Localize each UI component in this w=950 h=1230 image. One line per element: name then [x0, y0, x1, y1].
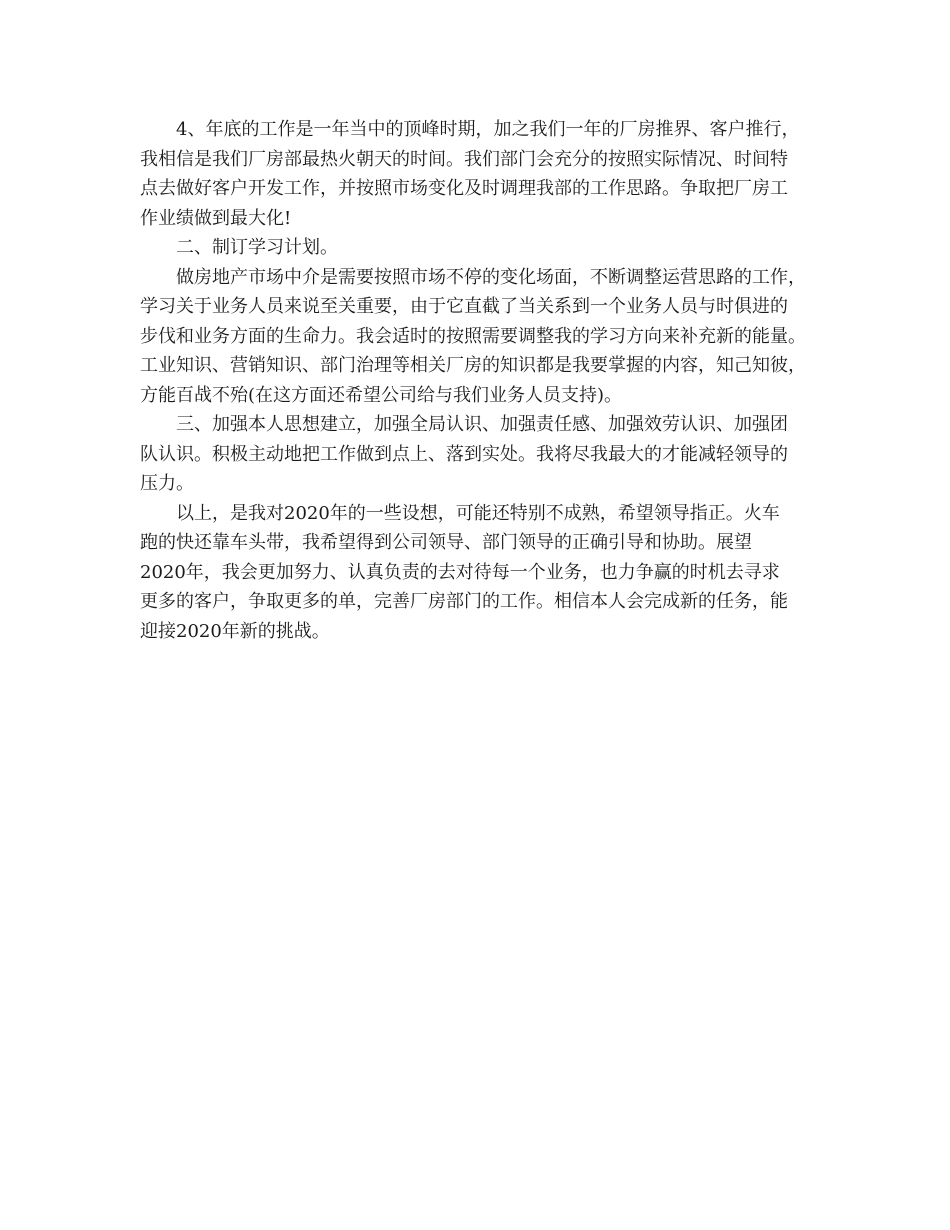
text-line: 迎接2020年新的挑战。 — [140, 620, 330, 642]
text-line: 跑的快还靠车头带，我希望得到公司领导、部门领导的正确引导和协助。展望 — [140, 532, 752, 553]
text-line: 以上，是我对2020年的一些设想，可能还特别不成熟，希望领导指正。火车 — [176, 502, 780, 524]
text-line: 工业知识、营销知识、部门治理等相关厂房的知识都是我要掌握的内容，知己知彼， — [140, 355, 806, 376]
text-line: 点去做好客户开发工作，并按照市场变化及时调理我部的工作思路。争取把厂房工 — [140, 178, 788, 199]
text-line: 2020年，我会更加努力、认真负责的去对待每一个业务，也力争赢的时机去寻求 — [140, 561, 780, 583]
text-line: 压力。 — [140, 473, 194, 494]
text-line: 更多的客户，争取更多的单，完善厂房部门的工作。相信本人会完成新的任务，能 — [140, 591, 788, 612]
text-line: 方能百战不殆(在这方面还希望公司给与我们业务人员支持)。 — [140, 384, 623, 406]
paragraph-conclusion — [140, 499, 840, 647]
paragraph-study-plan — [140, 263, 840, 411]
document-body — [140, 115, 840, 646]
text-line: 我相信是我们厂房部最热火朝天的时间。我们部门会充分的按照实际情况、时间特 — [140, 148, 788, 170]
text-line: 三、加强本人思想建立，加强全局认识、加强责任感、加强效劳认识、加强团 — [176, 414, 788, 435]
paragraph-year-end-work — [140, 115, 840, 233]
paragraph-strengthen-thinking — [140, 410, 840, 499]
text-line: 学习关于业务人员来说至关重要，由于它直截了当关系到一个业务人员与时俱进的 — [140, 296, 788, 317]
text-line: 步伐和业务方面的生命力。我会适时的按照需要调整我的学习方向来补充新的能量。 — [140, 325, 806, 347]
text-line: 作业绩做到最大化! — [140, 207, 292, 229]
text-line: 二、制订学习计划。 — [176, 237, 338, 258]
text-line: 4、年底的工作是一年当中的顶峰时期，加之我们一年的厂房推界、客户推行， — [176, 119, 800, 140]
text-line: 做房地产市场中介是需要按照市场不停的变化场面，不断调整运营思路的工作， — [176, 266, 806, 288]
section-heading-study-plan — [140, 233, 840, 263]
text-line: 队认识。积极主动地把工作做到点上、落到实处。我将尽我最大的才能减轻领导的 — [140, 443, 788, 465]
